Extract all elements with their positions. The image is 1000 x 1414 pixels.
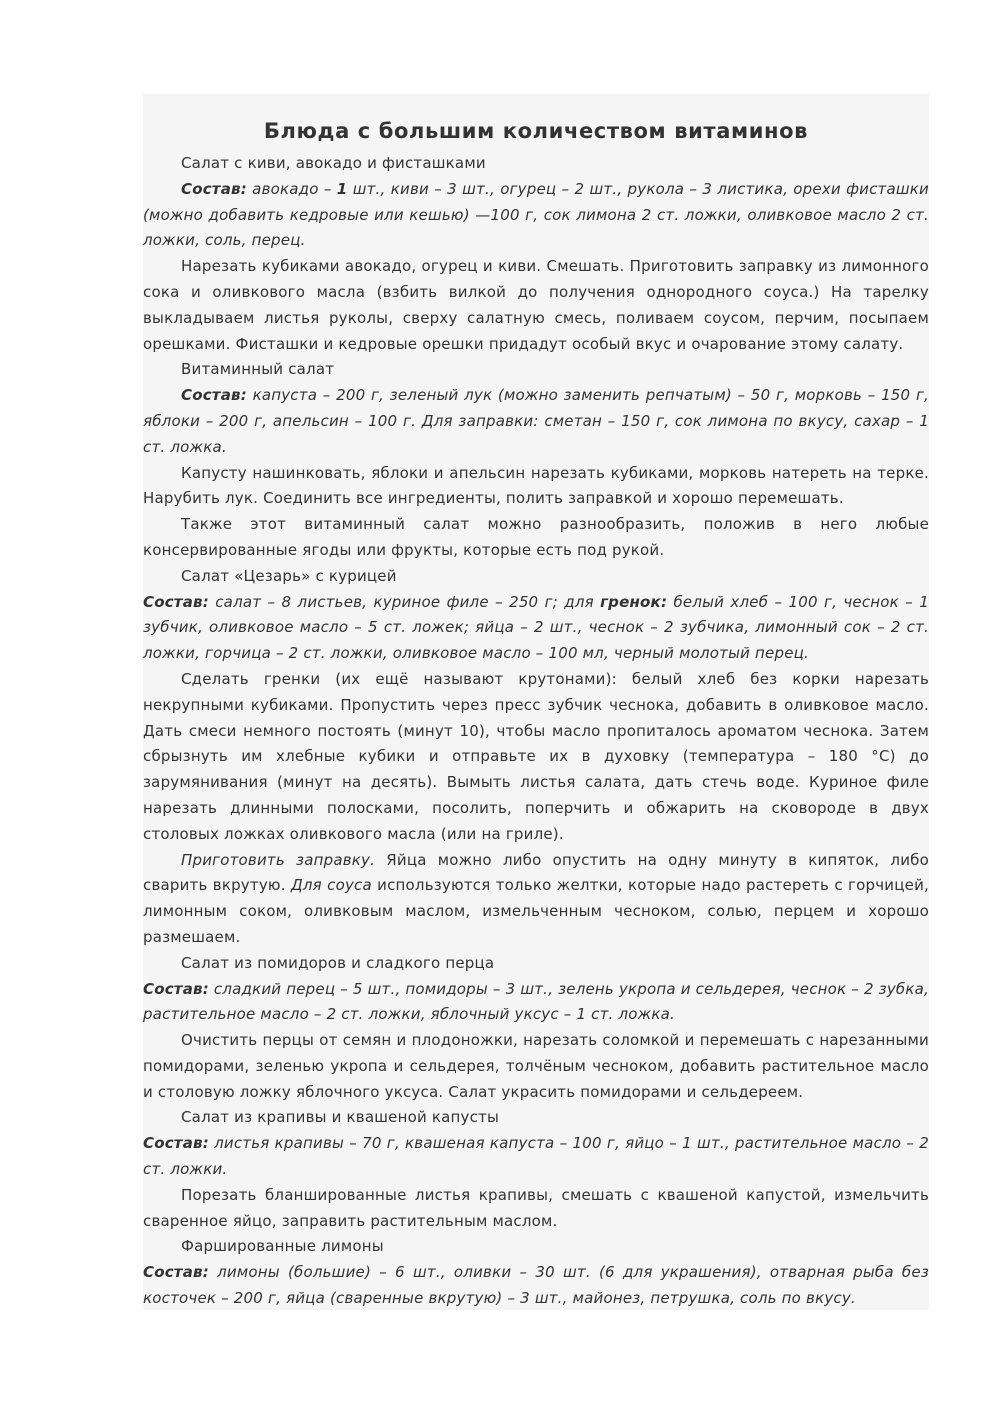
- recipe-ingredients: Состав: авокадо – 1 шт., киви – 3 шт., огурец – 2 шт., рукола – 3 листика, орехи фисташки (можно добавить кедровые или кешью) —100 г, сок лимона 2 ст. ложки, оливковое масло 2 ст. ложки, соль, перец.: [143, 179, 929, 250]
- recipe-step: Очистить перцы от семян и плодоножки, нарезать соломкой и перемешать с нарезанными помидорами, зеленью укропа и сельдерея, толчёным чесноком, добавить растительное масло и столовую ложку яблочного уксуса. Салат украсить помидорами и сельдереем.: [143, 1031, 929, 1101]
- document-body: [143, 117, 929, 1312]
- ingredients-label: Состав:: [143, 1263, 209, 1282]
- recipe-ingredients: Состав: капуста – 200 г, зеленый лук (можно заменить репчатым) – 50 г, морковь – 150 г, яблоки – 200 г, апельсин – 100 г. Для заправки: сметан – 150 г, сок лимона по вкусу, сахар – 1 ст. ложка.: [143, 386, 929, 456]
- recipe-title: Салат с киви, авокадо и фисташками: [181, 154, 486, 172]
- recipe-title: Салат из помидоров и сладкого перца: [181, 953, 495, 972]
- document-title: Блюда с большим количеством витаминов: [263, 119, 809, 143]
- recipe-ingredients: Состав: лимоны (большие) – 6 шт., оливки – 30 шт. (6 для украшения), отварная рыба без косточек – 200 г, яйца (сваренные вкрутую) – 3 шт., майонез, петрушка, соль по вкусу.: [143, 1263, 929, 1308]
- recipe-ingredients: Состав: салат – 8 листьев, куриное филе – 250 г; для гренок: белый хлеб – 100 г, чеснок – 1 зубчик, оливковое масло – 5 ст. ложек; яйца – 2 шт., чеснок – 2 зубчика, лимонный сок – 2 ст. ложки, горчица – 2 ст. ложки, оливковое масло – 100 мл, черный молотый перец.: [143, 592, 929, 663]
- recipe-title: Салат из крапивы и квашеной капусты: [181, 1108, 500, 1127]
- recipe-ingredients: Состав: листья крапивы – 70 г, квашеная капуста – 100 г, яйцо – 1 шт., растительное масло – 2 ст. ложки.: [143, 1134, 929, 1179]
- ingredients-label: Состав:: [143, 592, 209, 611]
- recipe-step: Сделать гренки (их ещё называют крутонами): белый хлеб без корки нарезать некрупными кубиками. Пропустить через пресс зубчик чеснока, добавить в оливковое масло. Дать смеси немного постоять (минут 10), чтобы масло пропиталось ароматом чеснока. Затем сбрызнуть им хлебные кубики и отправьте их в духовку (температура – 180 °С) до зарумянивания (минут на десять). Вымыть листья салата, дать стечь воде. Куриное филе нарезать длинными полосками, посолить, поперчить и обжарить на сковороде в двух столовых ложках оливкового масла (или на гриле).: [143, 669, 929, 843]
- recipe-step: Порезать бланшированные листья крапивы, смешать с квашеной капустой, измельчить сваренное яйцо, заправить растительным маслом.: [143, 1185, 929, 1230]
- ingredients-label: Состав:: [181, 386, 247, 405]
- recipe-sauce: Приготовить заправку. Яйца можно либо опустить на одну минуту в кипяток, либо сварить вкрутую. Для соуса используются только желтки, которые надо растереть с горчицей, лимонным соком, оливковым маслом, измельченным чесноком, солью, перцем и хорошо размешаем.: [143, 850, 930, 946]
- recipe-title: Салат «Цезарь» с курицей: [181, 566, 397, 585]
- recipe-ingredients: Состав: сладкий перец – 5 шт., помидоры – 3 шт., зелень укропа и сельдерея, чеснок – 2 зубка, растительное масло – 2 ст. ложки, яблочный уксус – 1 ст. ложка.: [143, 979, 929, 1024]
- recipe-title: Фаршированные лимоны: [181, 1237, 384, 1256]
- ingredients-label: Состав:: [143, 979, 209, 998]
- recipe-step: Капусту нашинковать, яблоки и апельсин нарезать кубиками, морковь натереть на терке. Нарубить лук. Соединить все ингредиенты, полить заправкой и хорошо перемешать.: [143, 463, 929, 508]
- ingredients-label: Состав:: [143, 1134, 209, 1153]
- recipe-step: Также этот витаминный салат можно разнообразить, положив в него любые консервированные ягоды или фрукты, которые есть под рукой.: [143, 515, 929, 559]
- recipe-title: Витаминный салат: [181, 360, 335, 379]
- ingredients-label: Состав:: [181, 179, 247, 198]
- recipe-step: Нарезать кубиками авокадо, огурец и киви. Смешать. Приготовить заправку из лимонного сока и оливкового масла (взбить вилкой до получения однородного соуса.) На тарелку выкладываем листья руколы, сверху салатную смесь, поливаем соусом, перчим, посыпаем орешками. Фисташки и кедровые орешки придадут особый вкус и очарование этому салату.: [143, 257, 929, 353]
